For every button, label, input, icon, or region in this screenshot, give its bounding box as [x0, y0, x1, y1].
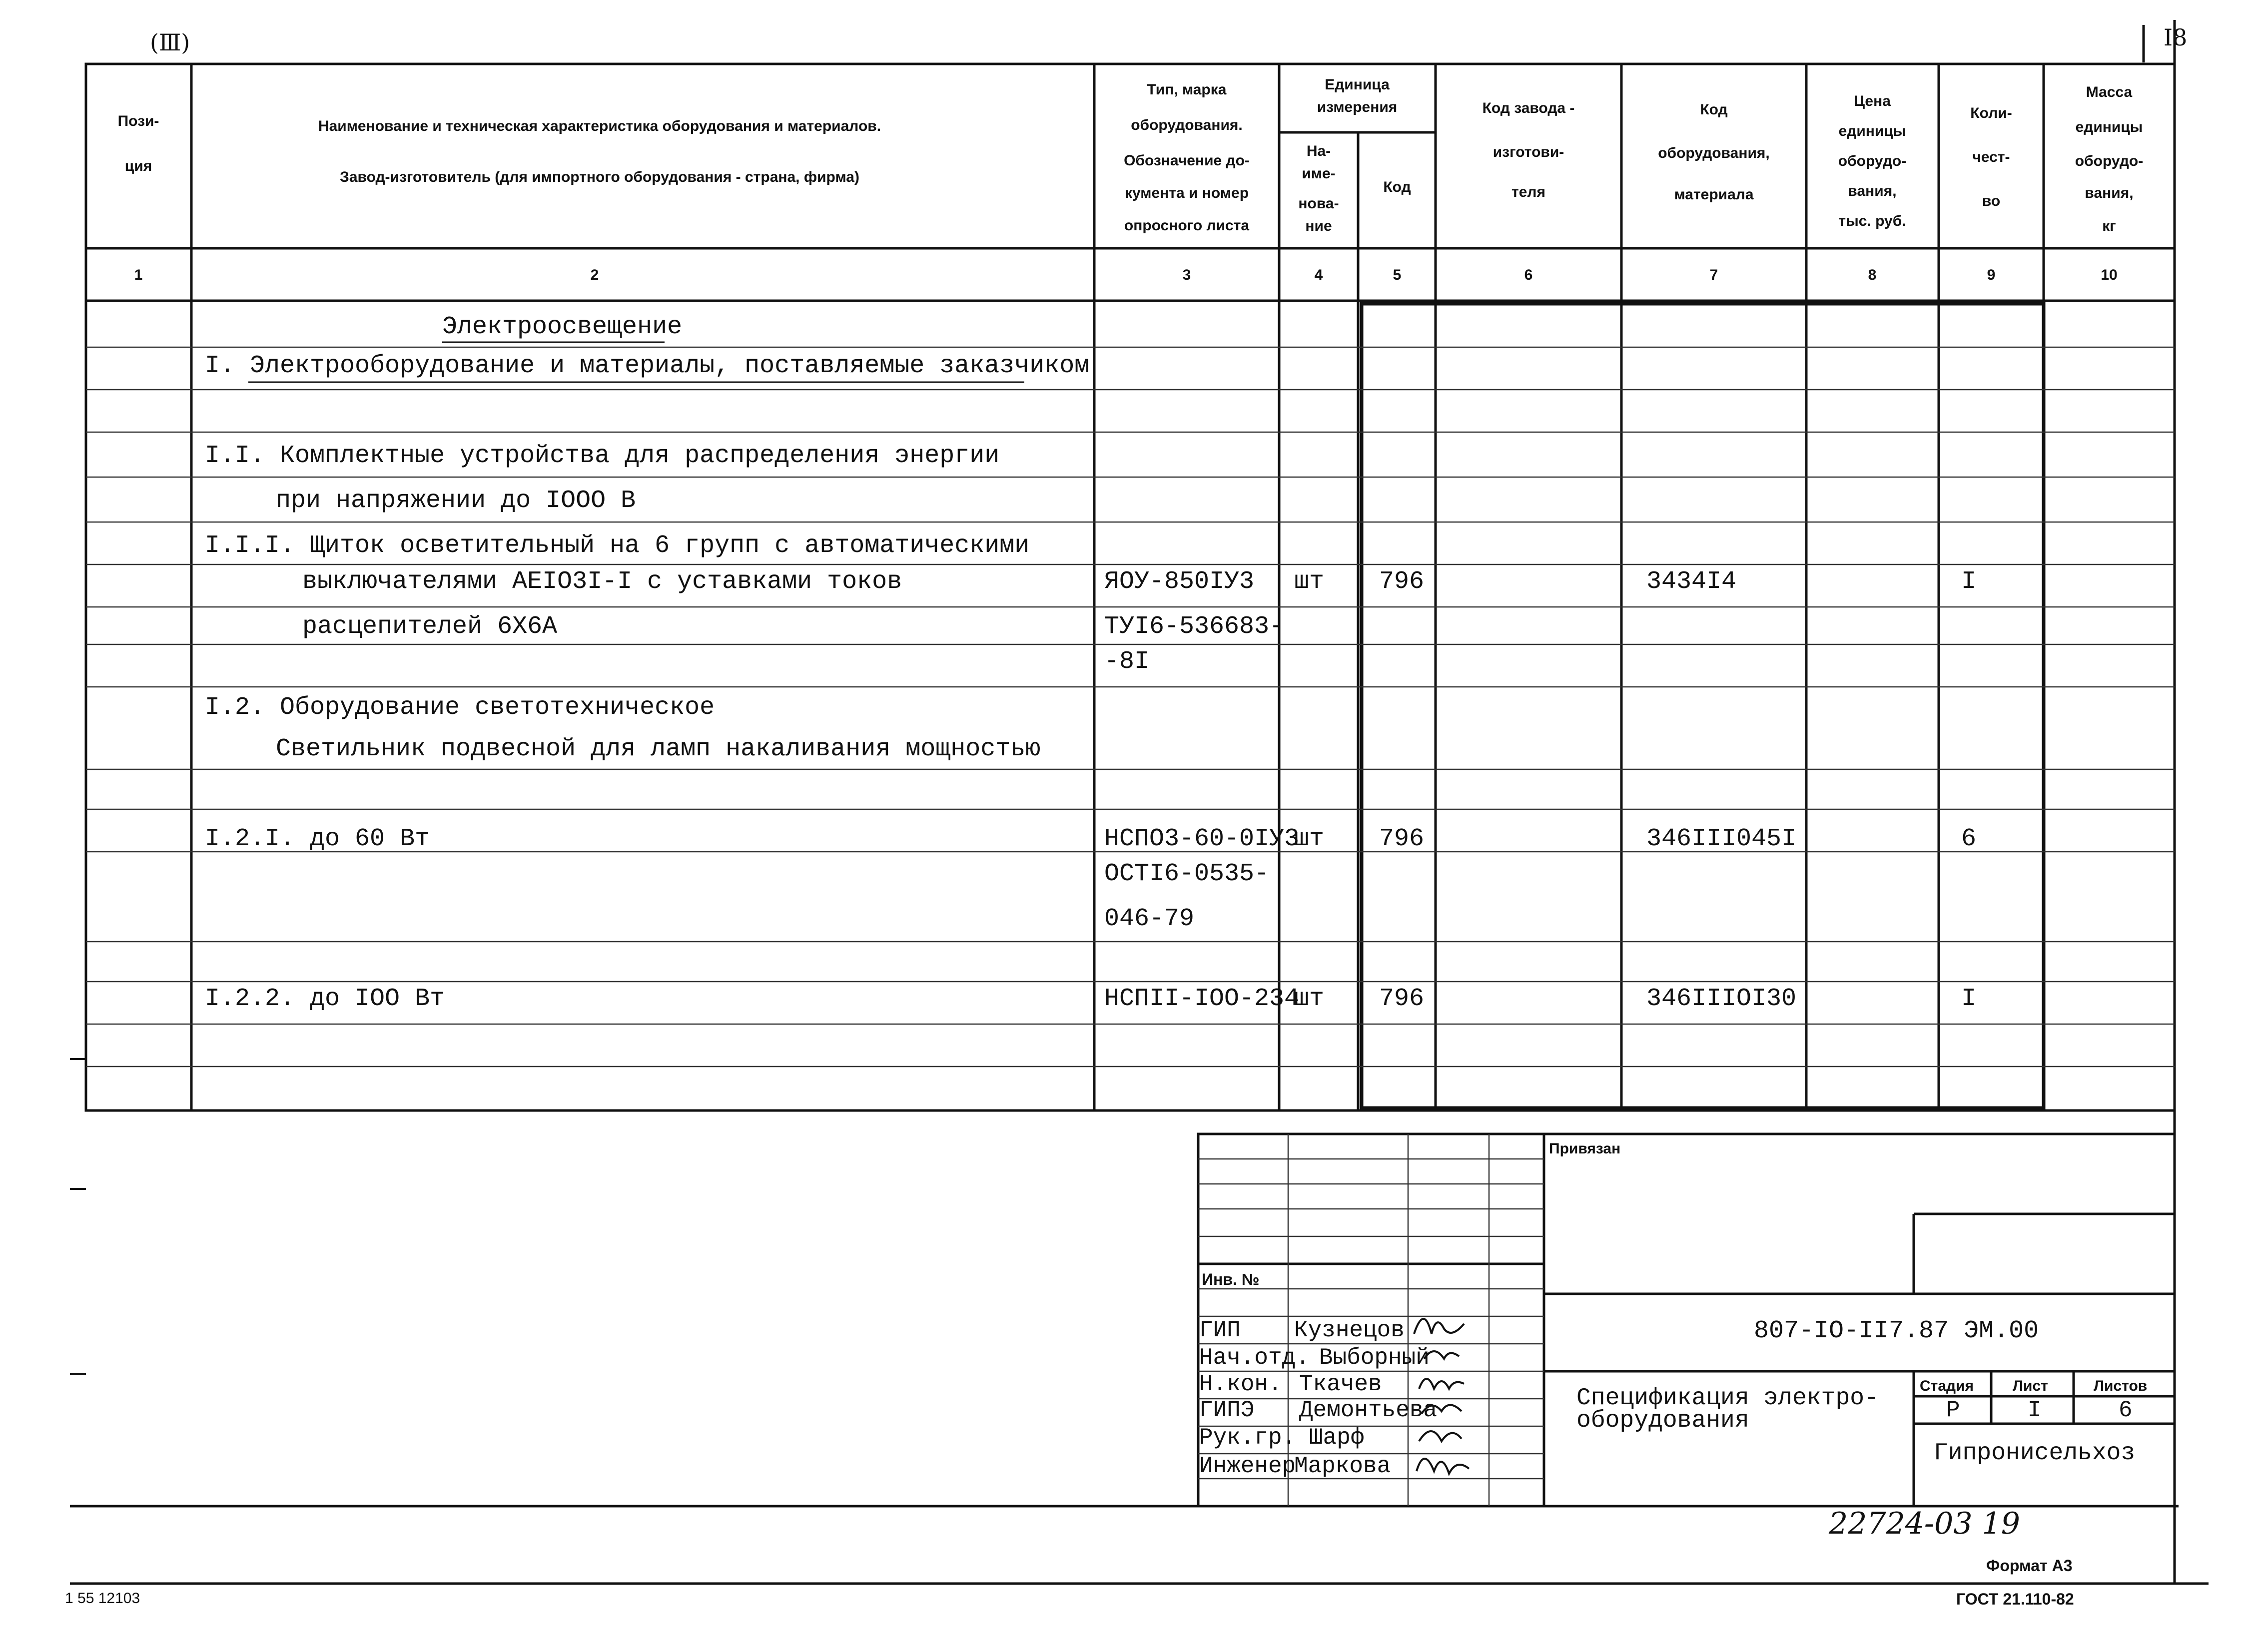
header-price-1: Цена: [1854, 93, 1891, 109]
unit-code-cell: 796: [1379, 985, 1425, 1013]
column-number: 7: [1709, 267, 1718, 283]
header-type-4: кумента и номер: [1124, 185, 1249, 201]
signer-name: Шарф: [1309, 1425, 1365, 1451]
doc-cell: ОСТI6-0535-: [1104, 860, 1270, 888]
inventory-label: Инв. №: [1202, 1270, 1260, 1288]
header-unit-name-4: ние: [1305, 218, 1332, 234]
stage-label: Стадия: [1920, 1378, 1974, 1394]
list-item: Светильник подвесной для ламп накаливания мощностью: [276, 735, 1041, 763]
header-mass-5: кг: [2102, 218, 2116, 234]
header-equip-code-3: материала: [1674, 186, 1754, 203]
header-position-2: ция: [124, 158, 152, 174]
header-factory-2: изготови-: [1493, 144, 1564, 160]
column-number: 8: [1868, 267, 1877, 283]
qty-cell: 6: [1961, 825, 1977, 853]
format-label: Формат А3: [1986, 1557, 2073, 1575]
signer-name: Выборный: [1319, 1345, 1430, 1371]
header-position-1: Пози-: [117, 113, 159, 129]
sheet-value: I: [2028, 1397, 2042, 1423]
sheets-value: 6: [2119, 1397, 2133, 1423]
group-heading: I. Электрооборудование и материалы, поставляемые заказчиком: [205, 352, 1090, 380]
column-number: 6: [1524, 267, 1533, 283]
section-title: Электроосвещение: [442, 313, 683, 341]
stage-value: Р: [1946, 1397, 1960, 1423]
header-unit-code: Код: [1383, 179, 1411, 195]
document-code: 807-IO-II7.87 ЭМ.00: [1754, 1317, 2039, 1345]
header-qty-1: Коли-: [1970, 105, 2012, 121]
header-unit-name-3: нова-: [1298, 195, 1339, 212]
unit-cell: шт: [1294, 567, 1325, 596]
list-item: I.2.2. до IOO Вт: [205, 985, 445, 1013]
signer-name: Кузнецов: [1294, 1317, 1405, 1343]
list-item: при напряжении до IOOO В: [276, 487, 636, 515]
list-item: I.I.I. Щиток осветительный на 6 групп с автоматическими: [205, 532, 1030, 560]
header-type-2: оборудования.: [1131, 117, 1243, 133]
qty-cell: I: [1961, 567, 1977, 596]
header-equip-code-1: Код: [1700, 101, 1728, 118]
archive-code: 1 55 12103: [65, 1590, 140, 1607]
header-factory-1: Код завода -: [1482, 100, 1575, 116]
header-type-5: опросного листа: [1124, 217, 1250, 234]
header-name-2: Завод-изготовитель (для импортного оборудования - страна, фирма): [340, 169, 859, 185]
doc-cell: -8I: [1104, 647, 1150, 676]
header-qty-3: во: [1982, 193, 2001, 209]
header-name-1: Наименование и техническая характеристика оборудования и материалов.: [318, 118, 881, 134]
type-cell: НСПО3-60-0IУ3: [1104, 825, 1300, 853]
type-cell: НСПII-IOO-234: [1104, 985, 1300, 1013]
header-mass-2: единицы: [2075, 119, 2143, 135]
header-mass-3: оборудо-: [2075, 153, 2144, 169]
page-number: I8: [2164, 24, 2188, 51]
list-item: расцепителей 6Х6А: [302, 612, 558, 641]
column-number: 5: [1393, 267, 1402, 283]
list-item: выключателями АЕIO3I-I с уставками токов: [302, 567, 902, 596]
column-number: 2: [590, 267, 599, 283]
document-title-1: Спецификация электро-: [1576, 1385, 1879, 1412]
unit-cell: шт: [1294, 825, 1325, 853]
header-unit-2: измерения: [1317, 99, 1398, 115]
column-number: 9: [1987, 267, 1996, 283]
unit-code-cell: 796: [1379, 567, 1425, 596]
list-item: I.2. Оборудование светотехническое: [205, 693, 715, 722]
role-label: Рук.гр.: [1199, 1425, 1296, 1451]
column-number: 4: [1314, 267, 1323, 283]
signer-name: Демонтьева: [1299, 1397, 1438, 1423]
header-qty-2: чест-: [1972, 149, 2010, 165]
sheets-label: Листов: [2094, 1378, 2148, 1394]
column-number: 10: [2101, 267, 2118, 283]
doc-cell: ТУI6-536683-: [1104, 612, 1285, 641]
column-number: 3: [1182, 267, 1191, 283]
list-item: I.2.I. до 60 Вт: [205, 825, 430, 853]
header-price-5: тыс. руб.: [1838, 213, 1906, 229]
role-label: ГИП: [1199, 1317, 1241, 1343]
header-unit-name-1: На-: [1306, 143, 1331, 159]
header-type-3: Обозначение до-: [1124, 152, 1250, 169]
role-label: Нач.отд.: [1199, 1345, 1310, 1371]
signer-name: Маркова: [1294, 1453, 1391, 1479]
unit-cell: шт: [1294, 985, 1325, 1013]
signer-name: Ткачев: [1299, 1371, 1382, 1397]
role-label: ГИПЭ: [1199, 1397, 1255, 1423]
column-number: 1: [134, 267, 143, 283]
gost-label: ГОСТ 21.110-82: [1956, 1590, 2074, 1608]
qty-cell: I: [1961, 985, 1977, 1013]
header-unit-name-2: име-: [1302, 165, 1336, 182]
header-unit-1: Единица: [1325, 76, 1390, 93]
header-type-1: Тип, марка: [1147, 81, 1227, 98]
type-cell: ЯОУ-850IУ3: [1104, 567, 1255, 596]
unit-code-cell: 796: [1379, 825, 1425, 853]
equip-code-cell: 346IIIOI30: [1646, 985, 1797, 1013]
header-price-4: вания,: [1848, 183, 1897, 199]
handwritten-number: 22724-03 19: [1829, 1506, 2020, 1541]
organization-name: Гипронисельхоз: [1934, 1440, 2136, 1467]
doc-cell: 046-79: [1104, 905, 1195, 933]
attached-label: Привязан: [1549, 1140, 1621, 1157]
header-equip-code-2: оборудования,: [1658, 145, 1770, 161]
header-price-2: единицы: [1838, 123, 1906, 139]
corner-label: (Ⅲ): [150, 29, 190, 56]
document-title-2: оборудования: [1576, 1407, 1749, 1434]
equip-code-cell: 3434I4: [1646, 567, 1737, 596]
header-mass-4: вания,: [2085, 185, 2134, 201]
role-label: Н.кон.: [1199, 1371, 1282, 1397]
header-mass-1: Масса: [2086, 84, 2133, 100]
list-item: I.I. Комплектные устройства для распределения энергии: [205, 442, 1000, 470]
header-price-3: оборудо-: [1838, 153, 1907, 169]
header-factory-3: теля: [1511, 184, 1545, 200]
equip-code-cell: 346III045I: [1646, 825, 1797, 853]
role-label: Инженер: [1199, 1453, 1296, 1479]
sheet-label: Лист: [2013, 1378, 2048, 1394]
